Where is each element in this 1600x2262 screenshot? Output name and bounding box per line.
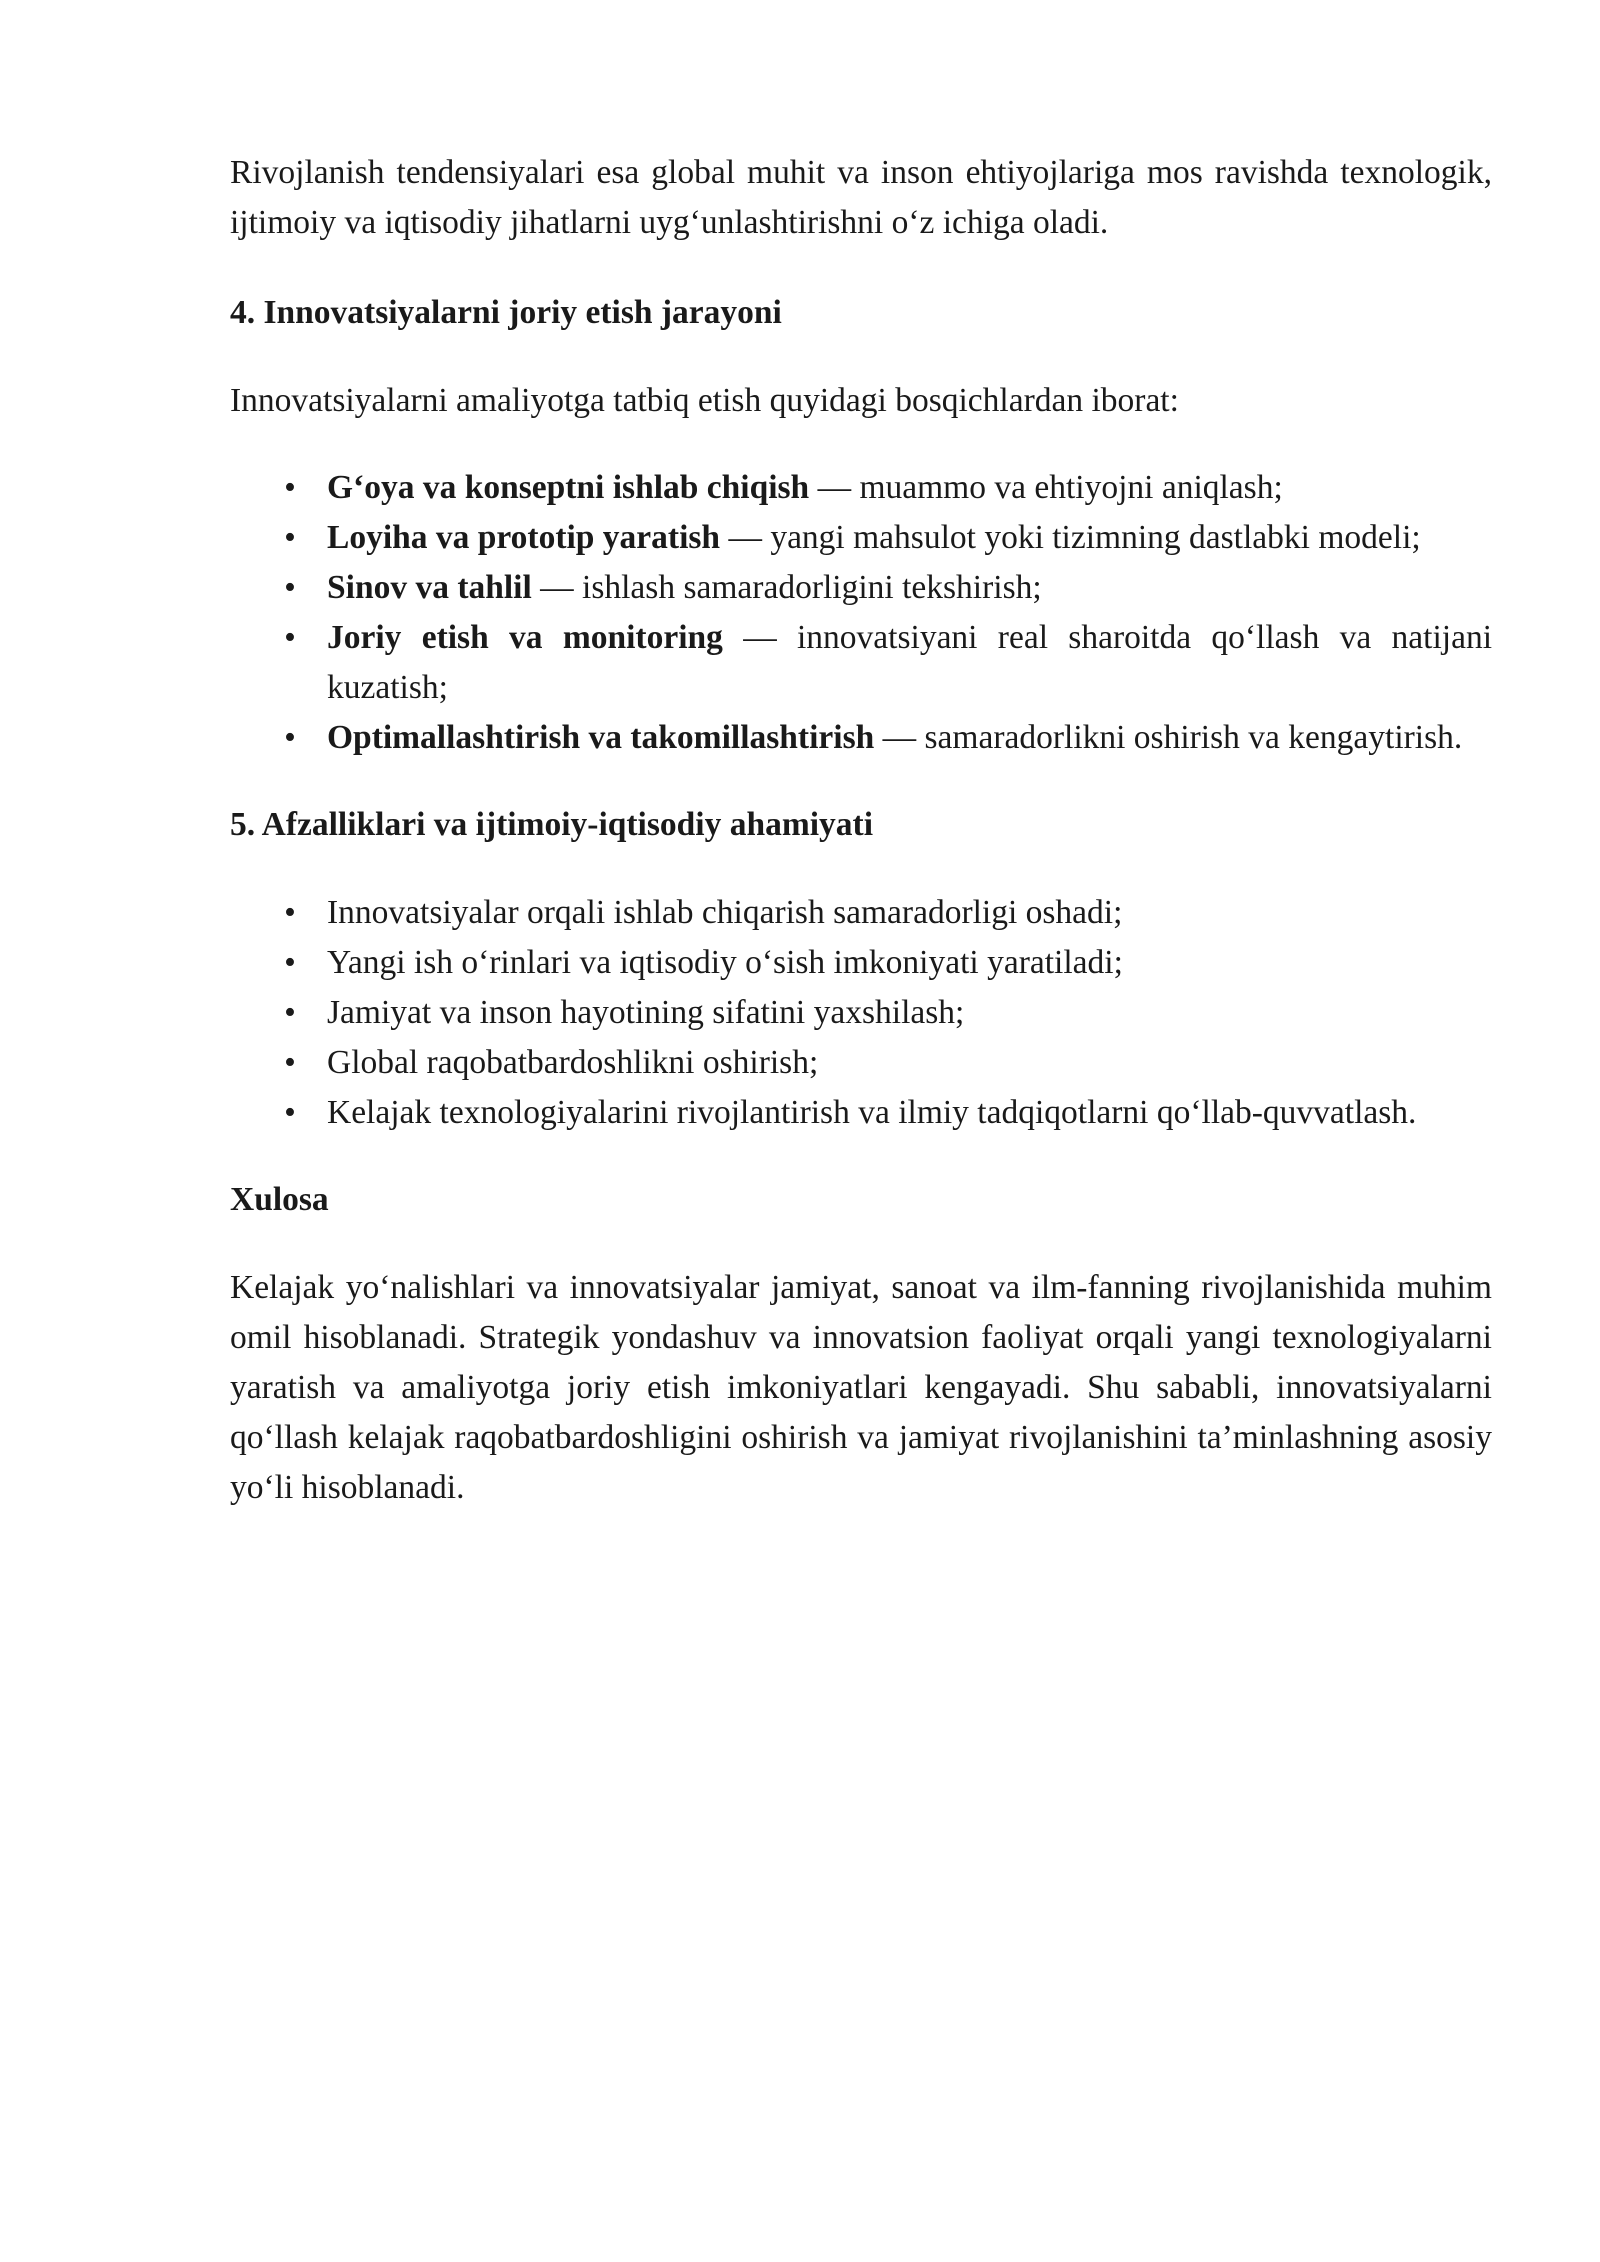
list-item-term: Joriy etish va monitoring [327,619,723,656]
list-item [230,938,1492,988]
section-5-heading: 5. Afzalliklari va ijtimoiy-iqtisodiy ahamiyati [230,806,874,843]
section-4-lead: Innovatsiyalarni amaliyotga tatbiq etish quyidagi bosqichlardan iborat: [230,382,1179,419]
list-item-desc: — innovatsiyani real sharoitda qo‘llash va natijani kuzatish; [327,619,1493,706]
list-item [230,1088,1492,1138]
list-item-text: Yangi ish o‘rinlari va iqtisodiy o‘sish imkoniyati yaratiladi; [327,944,1123,981]
intro-paragraph: Rivojlanish tendensiyalari esa global muhit va inson ehtiyojlariga mos ravishda texnologik, ijtimoiy va iqtisodiy jihatlarni uyg‘unlashtirishni o‘z ichiga oladi. [230,154,1492,241]
bullet-icon: • [284,894,296,931]
list-item-text: Global raqobatbardoshlikni oshirish; [327,1044,819,1081]
list-item [230,613,1492,713]
bullet-icon: • [284,719,296,756]
list-item-desc: — samaradorlikni oshirish va kengaytirish. [874,719,1463,756]
list-item-desc: — yangi mahsulot yoki tizimning dastlabki modeli; [720,519,1421,556]
list-item-term: Loyiha va prototip yaratish [327,519,721,556]
list-item-desc: — ishlash samaradorligini tekshirish; [531,569,1042,606]
bullet-icon: • [284,1044,296,1081]
list-item [230,888,1492,938]
bullet-icon: • [284,1094,296,1131]
bullet-icon: • [284,994,296,1031]
conclusion-paragraph: Kelajak yo‘nalishlari va innovatsiyalar jamiyat, sanoat va ilm-fanning rivojlanishida muhim omil hisoblanadi. Strategik yondashuv va innovatsion faoliyat orqali yangi texnologiyalarni yaratish va amaliyotga joriy etish imkoniyatlari kengayadi. Shu sababli, innovatsiyalarni qo‘llash kelajak raqobatbardoshligini oshirish va jamiyat rivojlanishini ta’minlashning asosiy yo‘li hisoblanadi. [230,1269,1492,1506]
section-4-heading: 4. Innovatsiyalarni joriy etish jarayoni [230,294,782,331]
list-item-desc: — muammo va ehtiyojni aniqlash; [809,469,1283,506]
list-item-text: Innovatsiyalar orqali ishlab chiqarish samaradorligi oshadi; [327,894,1123,931]
list-item-text: Kelajak texnologiyalarini rivojlantirish va ilmiy tadqiqotlarni qo‘llab-quvvatlash. [327,1094,1417,1131]
document-page [230,148,1492,1513]
list-item [230,988,1492,1038]
section-4-list [230,463,1492,763]
bullet-icon: • [284,944,296,981]
conclusion-heading: Xulosa [230,1181,329,1218]
bullet-icon: • [284,469,296,506]
section-5-list [230,888,1492,1138]
list-item-term: Optimallashtirish va takomillashtirish [327,719,875,756]
list-item [230,463,1492,513]
list-item [230,713,1492,763]
bullet-icon: • [284,569,296,606]
bullet-icon: • [284,619,296,656]
list-item [230,563,1492,613]
list-item [230,513,1492,563]
list-item-text: Jamiyat va inson hayotining sifatini yaxshilash; [327,994,965,1031]
list-item-term: G‘oya va konseptni ishlab chiqish [327,469,810,506]
list-item [230,1038,1492,1088]
list-item-term: Sinov va tahlil [327,569,532,606]
bullet-icon: • [284,519,296,556]
